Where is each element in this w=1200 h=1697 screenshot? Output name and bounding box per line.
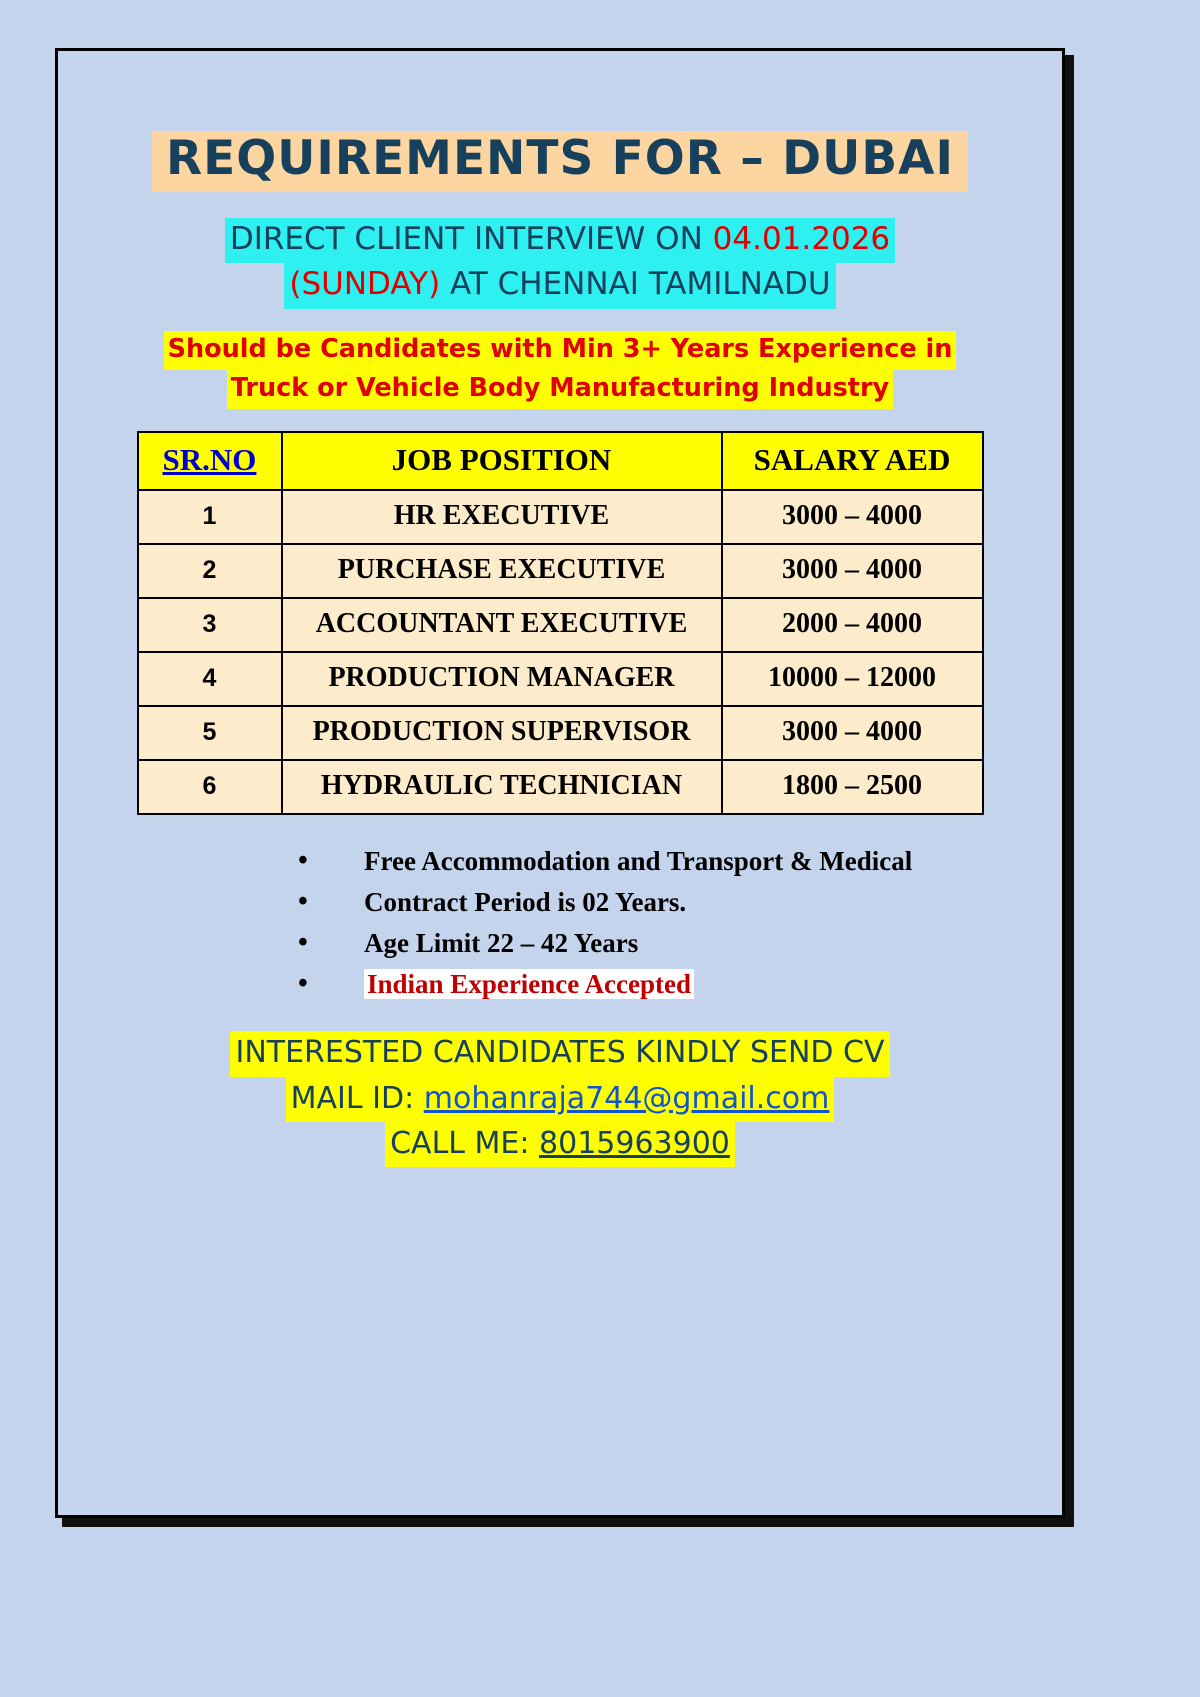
column-header-job-position: JOB POSITION — [282, 432, 722, 490]
cell-position: PRODUCTION MANAGER — [282, 652, 722, 706]
cell-position: PURCHASE EXECUTIVE — [282, 544, 722, 598]
benefit-text: Contract Period is 02 Years. — [364, 887, 687, 918]
contact-call-line — [385, 1122, 735, 1167]
interview-line-2 — [284, 263, 835, 309]
experience-line-1: Should be Candidates with Min 3+ Years Experience in — [164, 331, 957, 370]
phone-number[interactable]: 8015963900 — [539, 1125, 730, 1161]
cell-srno: 6 — [138, 760, 282, 814]
list-item — [298, 882, 1022, 923]
interview-prefix: DIRECT CLIENT INTERVIEW ON — [229, 220, 713, 257]
cell-salary: 3000 – 4000 — [722, 706, 983, 760]
cell-salary: 2000 – 4000 — [722, 598, 983, 652]
cell-salary: 3000 – 4000 — [722, 490, 983, 544]
list-item — [298, 841, 1022, 882]
poster-page — [55, 48, 1065, 1518]
list-item — [298, 964, 1022, 1005]
cell-srno: 4 — [138, 652, 282, 706]
interview-day: (SUNDAY) — [289, 266, 441, 303]
interview-line-1 — [225, 218, 895, 264]
cell-srno: 2 — [138, 544, 282, 598]
cell-salary: 10000 – 12000 — [722, 652, 983, 706]
contact-cta: INTERESTED CANDIDATES KINDLY SEND CV — [230, 1031, 889, 1076]
call-label: CALL ME: — [390, 1125, 540, 1161]
table-row — [138, 760, 983, 814]
contact-mail-line — [286, 1077, 835, 1122]
column-header-srno: SR.NO — [138, 432, 282, 490]
cell-srno: 5 — [138, 706, 282, 760]
benefit-text-highlighted: Indian Experience Accepted — [364, 969, 694, 999]
table-row — [138, 598, 983, 652]
job-positions-table — [137, 431, 984, 815]
cell-srno: 3 — [138, 598, 282, 652]
table-header-row — [138, 432, 983, 490]
experience-requirement — [98, 331, 1022, 409]
page-title-container — [98, 131, 1022, 192]
page-title: REQUIREMENTS FOR – DUBAI — [152, 131, 968, 192]
cell-srno: 1 — [138, 490, 282, 544]
cell-position: ACCOUNTANT EXECUTIVE — [282, 598, 722, 652]
table-row — [138, 706, 983, 760]
table-row — [138, 652, 983, 706]
benefit-text: Free Accommodation and Transport & Medical — [364, 846, 913, 877]
cell-position: PRODUCTION SUPERVISOR — [282, 706, 722, 760]
cell-salary: 3000 – 4000 — [722, 544, 983, 598]
table-row — [138, 490, 983, 544]
cell-position: HYDRAULIC TECHNICIAN — [282, 760, 722, 814]
table-row — [138, 544, 983, 598]
interview-date: 04.01.2026 — [712, 220, 891, 257]
list-item — [298, 923, 1022, 964]
contact-section — [98, 1031, 1022, 1167]
experience-line-2: Truck or Vehicle Body Manufacturing Industry — [227, 370, 893, 409]
mail-label: MAIL ID: — [290, 1080, 424, 1116]
cell-salary: 1800 – 2500 — [722, 760, 983, 814]
email-link[interactable]: mohanraja744@gmail.com — [423, 1080, 830, 1116]
benefit-text: Age Limit 22 – 42 Years — [364, 928, 639, 959]
interview-subheading — [98, 218, 1022, 309]
column-header-salary: SALARY AED — [722, 432, 983, 490]
benefits-list — [98, 841, 1022, 1005]
cell-position: HR EXECUTIVE — [282, 490, 722, 544]
interview-location: AT CHENNAI TAMILNADU — [440, 266, 831, 303]
